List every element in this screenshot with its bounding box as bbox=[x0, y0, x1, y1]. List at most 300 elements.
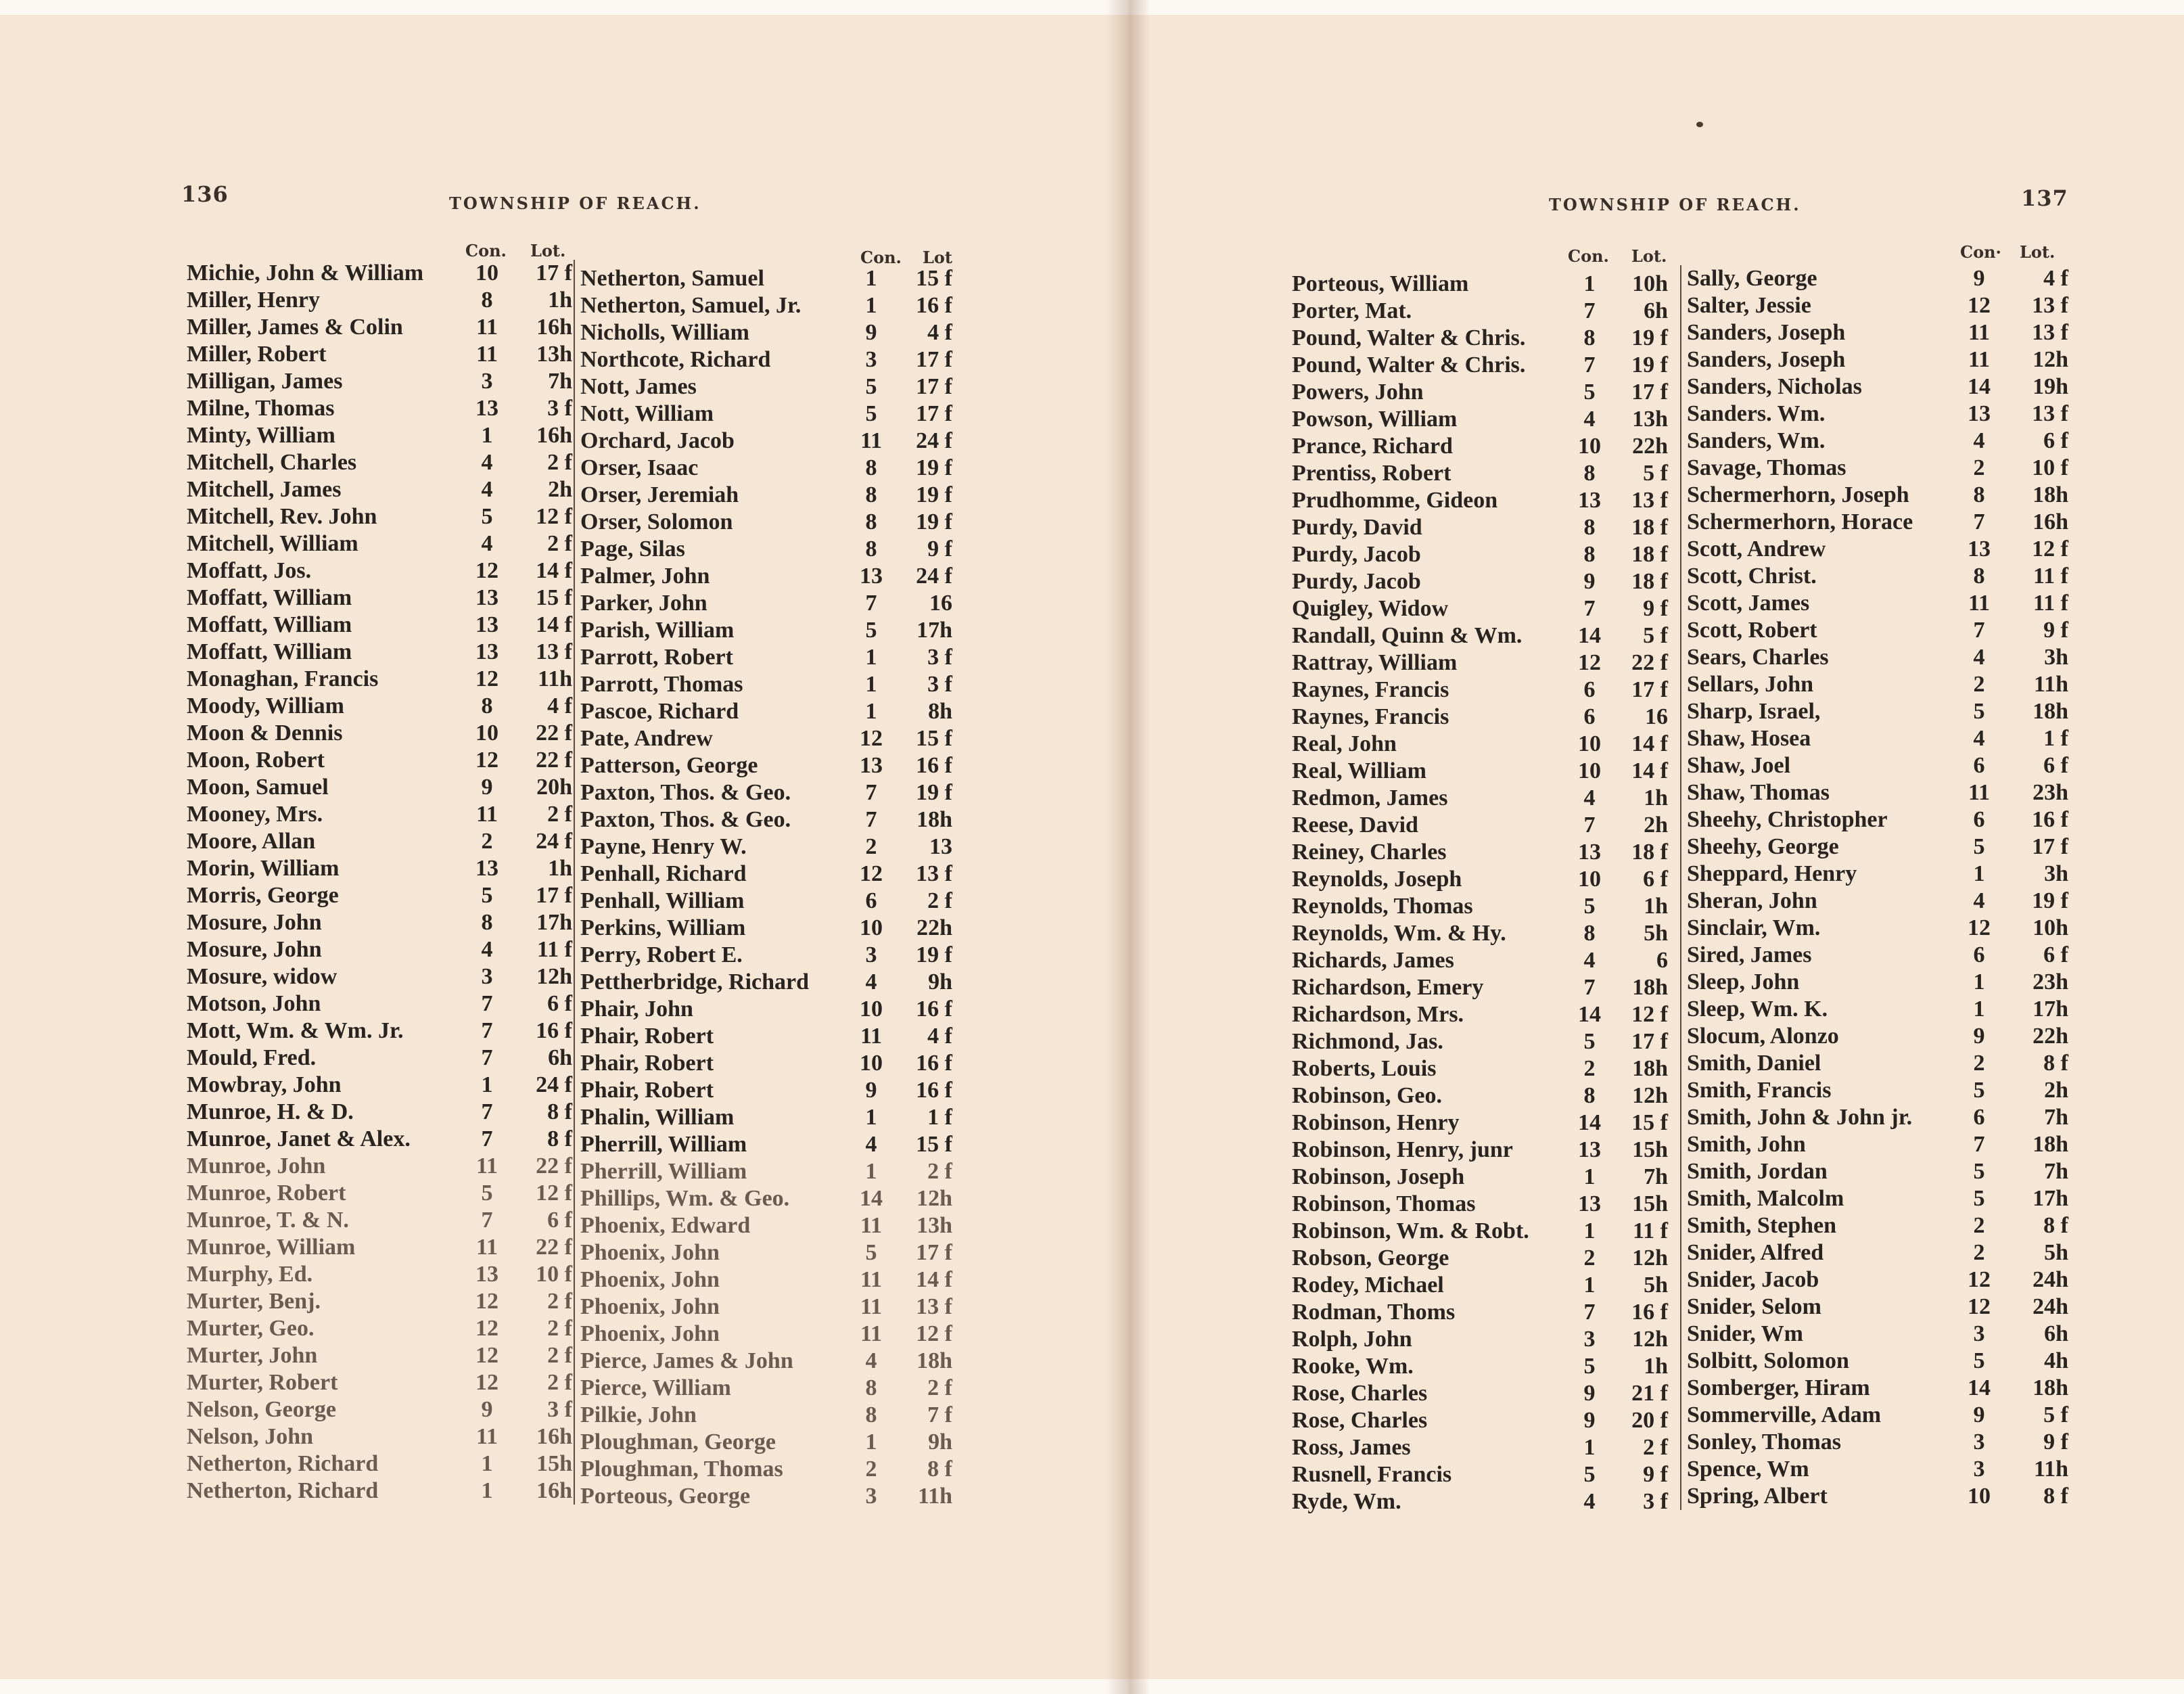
list-item bbox=[580, 644, 959, 671]
resident-name: Phair, Robert bbox=[580, 1078, 714, 1103]
list-item bbox=[580, 536, 959, 563]
resident-name: Pierce, William bbox=[580, 1375, 731, 1400]
concession-number: 4 bbox=[1973, 726, 1985, 751]
lot-number: 2h bbox=[548, 477, 572, 502]
concession-number: 8 bbox=[865, 509, 877, 534]
concession-number: 8 bbox=[1583, 461, 1596, 486]
resident-name: Savage, Thomas bbox=[1687, 455, 1846, 480]
list-item bbox=[187, 1423, 572, 1450]
concession-number: 1 bbox=[865, 293, 877, 318]
list-item bbox=[187, 530, 572, 557]
list-item bbox=[580, 861, 959, 888]
lot-number: 7h bbox=[2044, 1159, 2068, 1184]
concession-number: 11 bbox=[475, 1235, 498, 1260]
list-item bbox=[1687, 265, 2072, 292]
list-item bbox=[1687, 1321, 2072, 1348]
lot-number: 11h bbox=[2033, 1457, 2068, 1482]
concession-number: 14 bbox=[1578, 1002, 1601, 1027]
resident-name: Pettherbridge, Richard bbox=[580, 969, 810, 994]
lot-number: 9 f bbox=[2043, 1429, 2068, 1455]
lot-number: 5 f bbox=[1643, 623, 1668, 648]
lot-number: 13 f bbox=[2032, 320, 2068, 345]
lot-number: 17 f bbox=[536, 883, 572, 908]
lot-number: 12 f bbox=[536, 1181, 572, 1206]
lot-number: 16 f bbox=[916, 997, 952, 1022]
resident-name: Pherrill, William bbox=[580, 1159, 747, 1184]
lot-number: 1h bbox=[1644, 894, 1668, 919]
concession-number: 8 bbox=[1583, 515, 1596, 540]
lot-number: 13 f bbox=[916, 861, 952, 886]
resident-name: Orchard, Jacob bbox=[580, 428, 735, 453]
lot-number: 9h bbox=[928, 1429, 952, 1455]
concession-number: 6 bbox=[1973, 753, 1985, 778]
lot-number: 22 f bbox=[536, 748, 572, 773]
list-item bbox=[187, 666, 572, 693]
resident-name: Sanders, Wm. bbox=[1687, 428, 1826, 453]
lot-number: 19 f bbox=[1631, 352, 1668, 377]
lot-number: 13 f bbox=[2032, 401, 2068, 426]
concession-number: 6 bbox=[1973, 807, 1985, 832]
list-item bbox=[187, 557, 572, 585]
concession-number: 11 bbox=[475, 342, 498, 367]
concession-number: 5 bbox=[1973, 1186, 1985, 1211]
list-item bbox=[187, 260, 572, 287]
lot-number: 2 f bbox=[547, 1370, 572, 1395]
concession-number: 2 bbox=[1973, 1051, 1985, 1076]
concession-number: 13 bbox=[1968, 401, 1991, 426]
list-item bbox=[1687, 1185, 2072, 1212]
concession-number: 9 bbox=[1583, 1381, 1596, 1406]
resident-name: Murter, John bbox=[187, 1343, 318, 1368]
resident-name: Phoenix, John bbox=[580, 1267, 720, 1292]
lot-number: 17 f bbox=[916, 347, 952, 372]
concession-number: 4 bbox=[1973, 888, 1985, 913]
lot-number: 15 f bbox=[916, 266, 952, 291]
list-item bbox=[1687, 752, 2072, 779]
concession-number: 5 bbox=[865, 374, 877, 399]
resident-name: Netherton, Richard bbox=[187, 1451, 379, 1476]
lot-number: 20 f bbox=[1631, 1408, 1668, 1433]
lot-number: 13h bbox=[1632, 407, 1668, 432]
list-item bbox=[187, 476, 572, 503]
resident-name: Parker, John bbox=[580, 591, 707, 616]
lot-number: 6h bbox=[548, 1045, 572, 1070]
resident-name: Murter, Benj. bbox=[187, 1289, 321, 1314]
concession-number: 6 bbox=[1973, 942, 1985, 967]
concession-number: 8 bbox=[865, 1402, 877, 1427]
resident-name: Robinson, Henry, junr bbox=[1292, 1137, 1513, 1162]
concession-number: 13 bbox=[1578, 488, 1601, 513]
concession-number: 1 bbox=[865, 699, 877, 724]
concession-number: 5 bbox=[481, 883, 493, 908]
lot-number: 3 f bbox=[1643, 1489, 1668, 1514]
resident-name: Ross, James bbox=[1292, 1435, 1411, 1460]
resident-name: Rose, Charles bbox=[1292, 1408, 1428, 1433]
list-item bbox=[1687, 1348, 2072, 1375]
concession-number: 12 bbox=[475, 1289, 498, 1314]
list-item bbox=[580, 915, 959, 942]
lot-number: 15h bbox=[1632, 1137, 1668, 1162]
concession-number: 13 bbox=[1968, 536, 1991, 562]
list-item bbox=[1292, 1082, 1677, 1109]
resident-name: Real, William bbox=[1292, 758, 1426, 783]
resident-name: Spring, Albert bbox=[1687, 1484, 1828, 1509]
concession-number: 4 bbox=[1583, 785, 1596, 810]
concession-number: 12 bbox=[1578, 650, 1601, 675]
resident-name: Phair, John bbox=[580, 997, 693, 1022]
resident-name: Munroe, Janet & Alex. bbox=[187, 1126, 411, 1151]
list-item bbox=[580, 1050, 959, 1077]
list-item bbox=[187, 828, 572, 855]
lot-number: 5h bbox=[2044, 1240, 2068, 1265]
lot-number: 16 f bbox=[916, 1078, 952, 1103]
list-item bbox=[580, 400, 959, 428]
list-item bbox=[580, 1429, 959, 1456]
resident-name: Moffatt, William bbox=[187, 612, 352, 637]
lot-number: 17 f bbox=[1631, 380, 1668, 405]
lot-number: 12 f bbox=[1631, 1002, 1668, 1027]
resident-name: Richardson, Emery bbox=[1292, 975, 1484, 1000]
lot-number: 6 f bbox=[547, 991, 572, 1016]
concession-number: 12 bbox=[475, 666, 498, 691]
resident-name: Powson, William bbox=[1292, 407, 1458, 432]
lot-column-header: Lot. bbox=[2020, 242, 2055, 262]
concession-number: 1 bbox=[1583, 271, 1596, 296]
list-item bbox=[187, 720, 572, 747]
lot-number: 2 f bbox=[1643, 1435, 1668, 1460]
resident-name: Spence, Wm bbox=[1687, 1457, 1809, 1482]
concession-number: 4 bbox=[481, 450, 493, 475]
list-item bbox=[1687, 319, 2072, 346]
concession-number: 8 bbox=[865, 1375, 877, 1400]
concession-number: 11 bbox=[860, 1024, 883, 1049]
resident-name: Nicholls, William bbox=[580, 320, 750, 345]
resident-name: Prudhomme, Gideon bbox=[1292, 488, 1498, 513]
resident-name: Michie, John & William bbox=[187, 260, 424, 285]
list-item bbox=[1687, 1023, 2072, 1050]
list-item bbox=[1687, 455, 2072, 482]
resident-name: Sinclair, Wm. bbox=[1687, 915, 1821, 940]
list-item bbox=[1687, 373, 2072, 400]
concession-number: 1 bbox=[865, 266, 877, 291]
list-item bbox=[1687, 1050, 2072, 1077]
list-item bbox=[580, 1212, 959, 1239]
lot-number: 11 f bbox=[1633, 1218, 1668, 1243]
concession-number: 2 bbox=[1973, 455, 1985, 480]
list-item bbox=[580, 1321, 959, 1348]
concession-number: 14 bbox=[1968, 1375, 1991, 1400]
lot-number: 8 f bbox=[547, 1126, 572, 1151]
concession-number: 5 bbox=[1973, 834, 1985, 859]
concession-number: 11 bbox=[1968, 780, 1991, 805]
lot-number: 5 f bbox=[1643, 461, 1668, 486]
lot-number: 2 f bbox=[547, 802, 572, 827]
concession-number: 7 bbox=[1583, 812, 1596, 838]
resident-name: Sonley, Thomas bbox=[1687, 1429, 1842, 1455]
lot-number: 4 f bbox=[547, 693, 572, 718]
list-item bbox=[580, 1348, 959, 1375]
lot-number: 13 f bbox=[536, 639, 572, 664]
concession-number: 7 bbox=[1583, 975, 1596, 1000]
resident-name: Rodman, Thoms bbox=[1292, 1300, 1456, 1325]
concession-number: 8 bbox=[1583, 1083, 1596, 1108]
concession-number: 3 bbox=[1583, 1327, 1596, 1352]
concession-number: 7 bbox=[481, 1126, 493, 1151]
lot-number: 24 f bbox=[536, 1072, 572, 1097]
list-item bbox=[1687, 698, 2072, 725]
list-item bbox=[1292, 352, 1677, 379]
resident-name: Sheehy, Christopher bbox=[1687, 807, 1888, 832]
lot-number: 19h bbox=[2032, 374, 2068, 399]
lot-number: 18h bbox=[1632, 975, 1668, 1000]
resident-name: Payne, Henry W. bbox=[580, 834, 747, 859]
list-item bbox=[1687, 915, 2072, 942]
lot-number: 15 f bbox=[1631, 1110, 1668, 1135]
concession-number: 9 bbox=[865, 320, 877, 345]
resident-name: Munroe, Robert bbox=[187, 1181, 346, 1206]
concession-number: 13 bbox=[475, 585, 498, 610]
resident-name: Munroe, T. & N. bbox=[187, 1208, 349, 1233]
list-item bbox=[580, 590, 959, 617]
list-item bbox=[187, 774, 572, 801]
concession-number: 11 bbox=[475, 1424, 498, 1449]
resident-name: Sired, James bbox=[1687, 942, 1812, 967]
lot-number: 13 f bbox=[1631, 488, 1668, 513]
lot-number: 14 f bbox=[1631, 731, 1668, 756]
list-item bbox=[1292, 379, 1677, 406]
resident-name: Robinson, Joseph bbox=[1292, 1164, 1465, 1189]
resident-name: Pilkie, John bbox=[580, 1402, 697, 1427]
lot-number: 22h bbox=[2032, 1024, 2068, 1049]
concession-number: 12 bbox=[860, 726, 883, 751]
list-item bbox=[580, 1456, 959, 1483]
list-item bbox=[1687, 806, 2072, 833]
column-divider bbox=[574, 260, 575, 1505]
lot-number: 12h bbox=[1632, 1327, 1668, 1352]
list-item bbox=[1687, 779, 2072, 806]
list-item bbox=[1292, 974, 1677, 1001]
resident-name: Milligan, James bbox=[187, 369, 343, 394]
concession-number: 13 bbox=[1578, 840, 1601, 865]
concession-number: 11 bbox=[475, 1153, 498, 1178]
list-item bbox=[1292, 839, 1677, 866]
resident-name: Reynolds, Thomas bbox=[1292, 894, 1473, 919]
list-item bbox=[1292, 1272, 1677, 1299]
ink-spot bbox=[1696, 122, 1703, 127]
lot-number: 1h bbox=[1644, 785, 1668, 810]
concession-number: 4 bbox=[865, 969, 877, 994]
lot-number: 11 f bbox=[2033, 564, 2068, 589]
lot-number: 17h bbox=[916, 618, 952, 643]
name-list bbox=[1687, 265, 2072, 1510]
lot-number: 17 f bbox=[916, 374, 952, 399]
resident-name: Smith, Stephen bbox=[1687, 1213, 1837, 1238]
concession-number: 7 bbox=[481, 1208, 493, 1233]
resident-name: Nott, James bbox=[580, 374, 697, 399]
list-item bbox=[1292, 1055, 1677, 1082]
lot-number: 4 f bbox=[2043, 266, 2068, 291]
list-item bbox=[187, 368, 572, 395]
concession-number: 5 bbox=[1973, 1078, 1985, 1103]
resident-name: Phalin, William bbox=[580, 1105, 735, 1130]
resident-name: Nelson, John bbox=[187, 1424, 314, 1449]
resident-name: Richardson, Mrs. bbox=[1292, 1002, 1464, 1027]
concession-number: 7 bbox=[1973, 509, 1985, 534]
lot-number: 9h bbox=[928, 969, 952, 994]
resident-name: Paxton, Thos. & Geo. bbox=[580, 780, 791, 805]
list-item bbox=[580, 779, 959, 806]
resident-name: Reynolds, Joseph bbox=[1292, 867, 1462, 892]
concession-number: 13 bbox=[475, 612, 498, 637]
resident-name: Mitchell, James bbox=[187, 477, 342, 502]
lot-number: 12h bbox=[2032, 347, 2068, 372]
concession-number: 9 bbox=[1583, 569, 1596, 594]
concession-number: 3 bbox=[1973, 1321, 1985, 1346]
resident-name: Shaw, Hosea bbox=[1687, 726, 1811, 751]
resident-name: Moffatt, William bbox=[187, 639, 352, 664]
lot-number: 4 f bbox=[927, 320, 952, 345]
list-item bbox=[187, 990, 572, 1017]
lot-column-header: Lot. bbox=[530, 241, 566, 260]
list-item bbox=[1292, 487, 1677, 514]
concession-number: 11 bbox=[1968, 591, 1991, 616]
concession-number: 7 bbox=[865, 591, 877, 616]
concession-number: 3 bbox=[1973, 1429, 1985, 1455]
list-item bbox=[580, 1158, 959, 1185]
concession-number: 11 bbox=[860, 428, 883, 453]
concession-number: 9 bbox=[1583, 1408, 1596, 1433]
resident-name: Murter, Robert bbox=[187, 1370, 338, 1395]
concession-number: 14 bbox=[1578, 623, 1601, 648]
list-item bbox=[580, 888, 959, 915]
list-item bbox=[187, 1153, 572, 1180]
lot-number: 19 f bbox=[916, 942, 952, 967]
concession-number: 8 bbox=[481, 693, 493, 718]
resident-name: Rodey, Michael bbox=[1292, 1273, 1444, 1298]
list-item bbox=[580, 1239, 959, 1266]
list-item bbox=[580, 698, 959, 725]
concession-number: 7 bbox=[1583, 352, 1596, 377]
resident-name: Mould, Fred. bbox=[187, 1045, 317, 1070]
resident-name: Phoenix, John bbox=[580, 1240, 720, 1265]
list-item bbox=[187, 1045, 572, 1072]
lot-number: 3 f bbox=[547, 1397, 572, 1422]
resident-name: Sears, Charles bbox=[1687, 645, 1829, 670]
list-item bbox=[1292, 514, 1677, 541]
concession-number: 2 bbox=[1583, 1245, 1596, 1270]
lot-number: 17 f bbox=[916, 1240, 952, 1265]
resident-name: Robinson, Henry bbox=[1292, 1110, 1460, 1135]
list-item bbox=[1687, 671, 2072, 698]
resident-name: Rose, Charles bbox=[1292, 1381, 1428, 1406]
resident-name: Penhall, William bbox=[580, 888, 745, 913]
list-item bbox=[1292, 866, 1677, 893]
lot-number: 15h bbox=[1632, 1191, 1668, 1216]
concession-number: 2 bbox=[1973, 1240, 1985, 1265]
resident-name: Sheppard, Henry bbox=[1687, 861, 1857, 886]
lot-column-header: Lot bbox=[923, 248, 952, 267]
concession-number: 10 bbox=[1968, 1484, 1991, 1509]
concession-number: 4 bbox=[1973, 645, 1985, 670]
resident-name: Morris, George bbox=[187, 883, 339, 908]
resident-name: Ploughman, Thomas bbox=[580, 1457, 783, 1482]
list-item bbox=[1292, 1380, 1677, 1407]
concession-number: 1 bbox=[1583, 1435, 1596, 1460]
concession-number: 14 bbox=[860, 1186, 883, 1211]
column-divider bbox=[1680, 265, 1681, 1510]
resident-name: Murphy, Ed. bbox=[187, 1262, 313, 1287]
lot-number: 4h bbox=[2044, 1348, 2068, 1373]
resident-name: Mooney, Mrs. bbox=[187, 802, 323, 827]
list-item bbox=[580, 292, 959, 319]
resident-name: Moffatt, William bbox=[187, 585, 352, 610]
resident-name: Ploughman, George bbox=[580, 1429, 776, 1455]
concession-number: 5 bbox=[1583, 1462, 1596, 1487]
concession-number: 12 bbox=[475, 1316, 498, 1341]
resident-name: Roberts, Louis bbox=[1292, 1056, 1437, 1081]
resident-name: Quigley, Widow bbox=[1292, 596, 1449, 621]
list-item bbox=[1292, 947, 1677, 974]
list-item bbox=[1687, 1131, 2072, 1158]
list-item bbox=[187, 909, 572, 936]
resident-name: Mitchell, Charles bbox=[187, 450, 357, 475]
con-column-header: Con. bbox=[465, 241, 507, 260]
lot-number: 13 f bbox=[2032, 293, 2068, 318]
resident-name: Phillips, Wm. & Geo. bbox=[580, 1186, 790, 1211]
list-item bbox=[187, 395, 572, 422]
running-header-right: TOWNSHIP OF REACH. bbox=[1549, 195, 1801, 214]
lot-number: 2 f bbox=[927, 888, 952, 913]
lot-number: 18h bbox=[916, 807, 952, 832]
concession-number: 7 bbox=[481, 1018, 493, 1043]
list-item bbox=[1687, 644, 2072, 671]
concession-number: 1 bbox=[865, 1159, 877, 1184]
list-item bbox=[580, 1077, 959, 1104]
lot-number: 1 f bbox=[927, 1105, 952, 1130]
list-item bbox=[580, 373, 959, 400]
list-item bbox=[187, 747, 572, 774]
lot-number: 10h bbox=[1632, 271, 1668, 296]
lot-number: 8 f bbox=[2043, 1484, 2068, 1509]
concession-number: 12 bbox=[860, 861, 883, 886]
resident-name: Mitchell, William bbox=[187, 531, 358, 556]
lot-number: 1h bbox=[548, 288, 572, 313]
page-number-right: 137 bbox=[2021, 185, 2068, 211]
list-item bbox=[1687, 1483, 2072, 1510]
lot-number: 2 f bbox=[547, 1343, 572, 1368]
lot-number: 6 f bbox=[2043, 942, 2068, 967]
lot-number: 18 f bbox=[1631, 840, 1668, 865]
lot-number: 8 f bbox=[547, 1099, 572, 1124]
concession-number: 13 bbox=[860, 564, 883, 589]
list-item bbox=[1687, 1402, 2072, 1429]
lot-number: 16 f bbox=[1631, 1300, 1668, 1325]
list-item bbox=[1292, 298, 1677, 325]
resident-name: Smith, John & John jr. bbox=[1687, 1105, 1913, 1130]
resident-name: Snider, Jacob bbox=[1687, 1267, 1819, 1292]
list-item bbox=[580, 671, 959, 698]
concession-number: 5 bbox=[1973, 699, 1985, 724]
resident-name: Parish, William bbox=[580, 618, 735, 643]
concession-number: 13 bbox=[475, 396, 498, 421]
concession-number: 5 bbox=[1583, 1029, 1596, 1054]
resident-name: Miller, Robert bbox=[187, 342, 327, 367]
lot-number: 16h bbox=[2032, 509, 2068, 534]
list-item bbox=[580, 996, 959, 1023]
concession-number: 8 bbox=[1583, 542, 1596, 567]
concession-number: 8 bbox=[1973, 564, 1985, 589]
concession-number: 8 bbox=[481, 910, 493, 935]
